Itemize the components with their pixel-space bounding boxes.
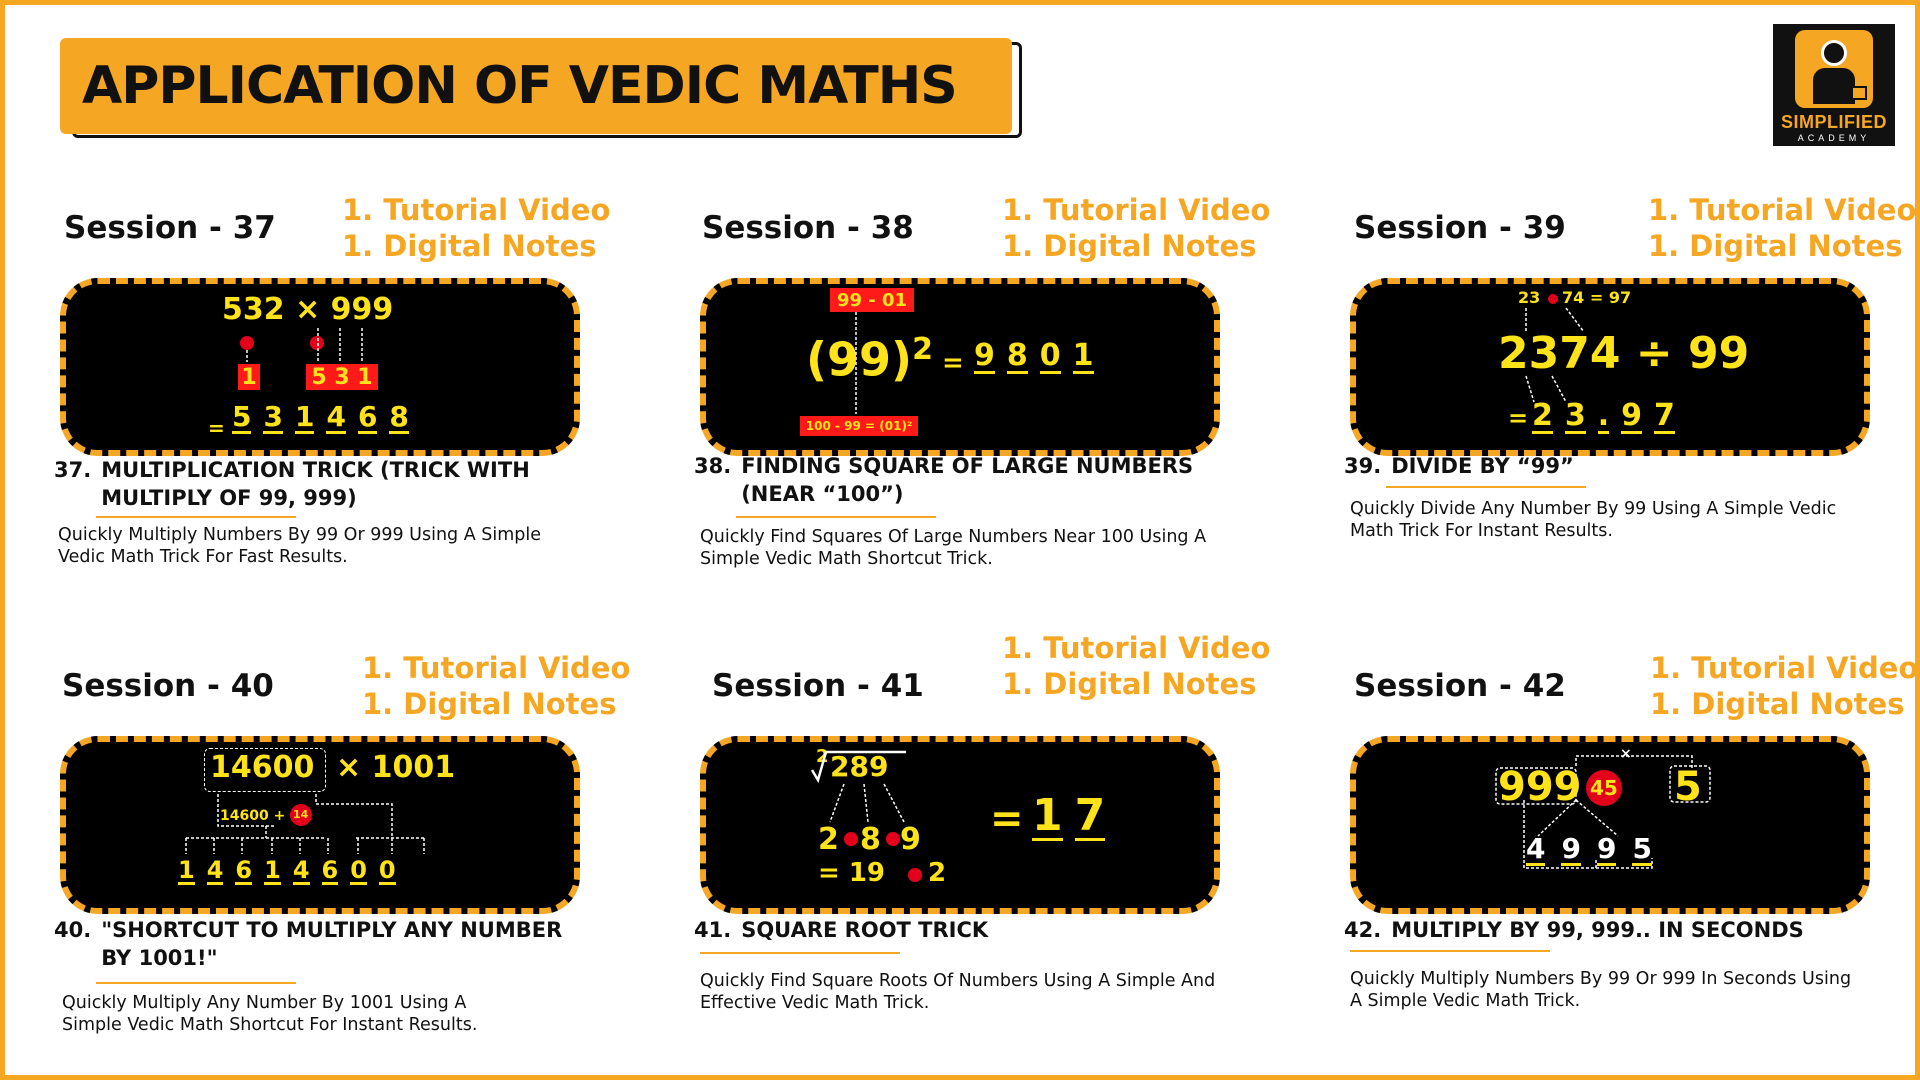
- session-heading: 40. "SHORTCUT TO MULTIPLY ANY NUMBER BY 1001!": [54, 918, 563, 970]
- session-description: Quickly Multiply Numbers By 99 Or 999 In Seconds Using A Simple Vedic Math Trick.: [1350, 969, 1852, 1011]
- session-label: Session - 40: [62, 668, 274, 704]
- session-label: Session - 39: [1354, 210, 1566, 246]
- heading-underline: [96, 982, 296, 984]
- digital-notes-link[interactable]: 1. Digital Notes: [1650, 687, 1905, 721]
- result-digits: 2 3 . 9 7: [1532, 398, 1675, 433]
- session-heading: 37. MULTIPLICATION TRICK (TRICK WITH MULTIPLY OF 99, 999): [54, 458, 530, 510]
- session-links: [362, 650, 630, 722]
- hint-left: 23: [1518, 288, 1541, 307]
- partial-sum: 14600 +: [220, 808, 286, 824]
- trick-illustration: [1350, 736, 1870, 914]
- square-base: $(99)^2$: [806, 332, 933, 387]
- tutorial-video-link[interactable]: 1. Tutorial Video: [342, 193, 611, 227]
- digital-notes-link[interactable]: 1. Digital Notes: [1002, 229, 1257, 263]
- heading-underline: [1350, 950, 1550, 952]
- session-heading: 39. DIVIDE BY “99”: [1344, 454, 1574, 478]
- result-digits: 1 4 6 1 4 6 0 0: [178, 856, 396, 884]
- session-card-40: [54, 626, 700, 1080]
- session-links: [1650, 650, 1918, 722]
- part-digit: 2: [818, 822, 839, 857]
- trick-illustration: [1350, 278, 1870, 456]
- heading-underline: [736, 516, 936, 518]
- session-card-42: [1344, 626, 1920, 1080]
- logo-subtitle: ACADEMY: [1797, 133, 1871, 143]
- radical-sign: [706, 742, 1216, 912]
- hint-right: 74 = 97: [1562, 288, 1632, 307]
- result-digits: 5 3 1 4 6 8: [232, 400, 409, 433]
- right-number: 5: [1674, 764, 1702, 810]
- plus-dot: [886, 832, 900, 846]
- connector-lines: [66, 742, 576, 912]
- session-description: Quickly Multiply Any Number By 1001 Using A Simple Vedic Math Shortcut For Instant Results.: [62, 993, 478, 1035]
- complement-box: 5 3 1: [306, 364, 378, 390]
- session-label: Session - 42: [1354, 668, 1566, 704]
- session-links: [1648, 192, 1916, 264]
- digital-notes-link[interactable]: 1. Digital Notes: [1002, 667, 1257, 701]
- result-digits: 9 8 0 1: [974, 338, 1094, 373]
- session-label: Session - 38: [702, 210, 914, 246]
- session-description: Quickly Find Squares Of Large Numbers Near 100 Using A Simple Vedic Math Shortcut Trick.: [700, 527, 1207, 569]
- times-sign: ×: [1620, 746, 1632, 762]
- bottom-red-box: 100 - 99 = (01)²: [800, 416, 918, 436]
- session-links: [342, 192, 610, 264]
- session-card-38: [694, 168, 1340, 628]
- session-label: Session - 37: [64, 210, 276, 246]
- page-title: APPLICATION OF VEDIC MATHS: [82, 56, 957, 116]
- equals-sign: =: [942, 348, 964, 378]
- left-number: 999: [1498, 764, 1582, 810]
- equals-sign: =: [1508, 404, 1529, 432]
- heading-underline: [1386, 486, 1586, 488]
- digital-notes-link[interactable]: 1. Digital Notes: [362, 687, 617, 721]
- trick-illustration: [700, 736, 1220, 914]
- problem-text: 2374 ÷ 99: [1498, 328, 1750, 379]
- title-banner: [60, 38, 1012, 134]
- result-digits: 1 7: [1032, 790, 1106, 841]
- carry-box: 1: [238, 364, 260, 390]
- session-links: [1002, 192, 1270, 264]
- connector-lines: [1356, 742, 1866, 912]
- session-card-37: [54, 168, 700, 628]
- logo-name: SIMPLIFIED: [1780, 112, 1887, 132]
- session-description: Quickly Divide Any Number By 99 Using A Simple Vedic Math Trick For Instant Results.: [1350, 499, 1837, 541]
- digital-notes-link[interactable]: 1. Digital Notes: [342, 229, 597, 263]
- tutorial-video-link[interactable]: 1. Tutorial Video: [1648, 193, 1917, 227]
- session-description: Quickly Multiply Numbers By 99 Or 999 Using A Simple Vedic Math Trick For Fast Results.: [58, 525, 542, 567]
- middle-number: 45: [1590, 776, 1618, 800]
- tutorial-video-link[interactable]: 1. Tutorial Video: [1002, 193, 1271, 227]
- problem-text: 532 × 999: [222, 292, 394, 327]
- minus-dot: [908, 868, 922, 882]
- tutorial-video-link[interactable]: 1. Tutorial Video: [1650, 651, 1919, 685]
- trick-illustration: [60, 278, 580, 456]
- digital-notes-link[interactable]: 1. Digital Notes: [1648, 229, 1903, 263]
- tutorial-video-link[interactable]: 1. Tutorial Video: [362, 651, 631, 685]
- session-card-41: [694, 626, 1340, 1080]
- session-card-39: [1344, 168, 1920, 628]
- trick-illustration: [700, 278, 1220, 456]
- root-index: 2: [816, 746, 829, 767]
- heading-underline: [96, 516, 296, 518]
- multiplier-text: × 1001: [336, 750, 456, 785]
- academy-logo-icon: [1795, 30, 1873, 108]
- tutorial-video-link[interactable]: 1. Tutorial Video: [1002, 631, 1271, 665]
- session-heading: 42. MULTIPLY BY 99, 999.. IN SECONDS: [1344, 918, 1804, 942]
- academy-logo[interactable]: [1773, 24, 1895, 146]
- session-links: [1002, 630, 1270, 702]
- trick-illustration: [60, 736, 580, 914]
- session-heading: 38. FINDING SQUARE OF LARGE NUMBERS (NEAR “100”): [694, 454, 1194, 506]
- part-digit: 9: [900, 822, 921, 857]
- session-heading: 41. SQUARE ROOT TRICK: [694, 918, 989, 942]
- sum-line: = 19: [818, 858, 886, 888]
- session-label: Session - 41: [712, 668, 924, 704]
- sum-line-end: 2: [928, 858, 947, 888]
- boxed-number: 14600: [210, 750, 315, 785]
- equals-sign: =: [990, 796, 1024, 842]
- partial-sum-highlight: 14: [293, 808, 309, 821]
- part-digit: 8: [860, 822, 881, 857]
- plus-dot: [844, 832, 858, 846]
- radicand: 289: [830, 750, 889, 783]
- equals-sign: =: [208, 416, 225, 440]
- session-description: Quickly Find Square Roots Of Numbers Using A Simple And Effective Vedic Math Trick.: [700, 971, 1216, 1013]
- top-red-box: 99 - 01: [830, 288, 914, 312]
- result-digits: 4 9 9 5: [1526, 832, 1652, 865]
- heading-underline: [700, 952, 900, 954]
